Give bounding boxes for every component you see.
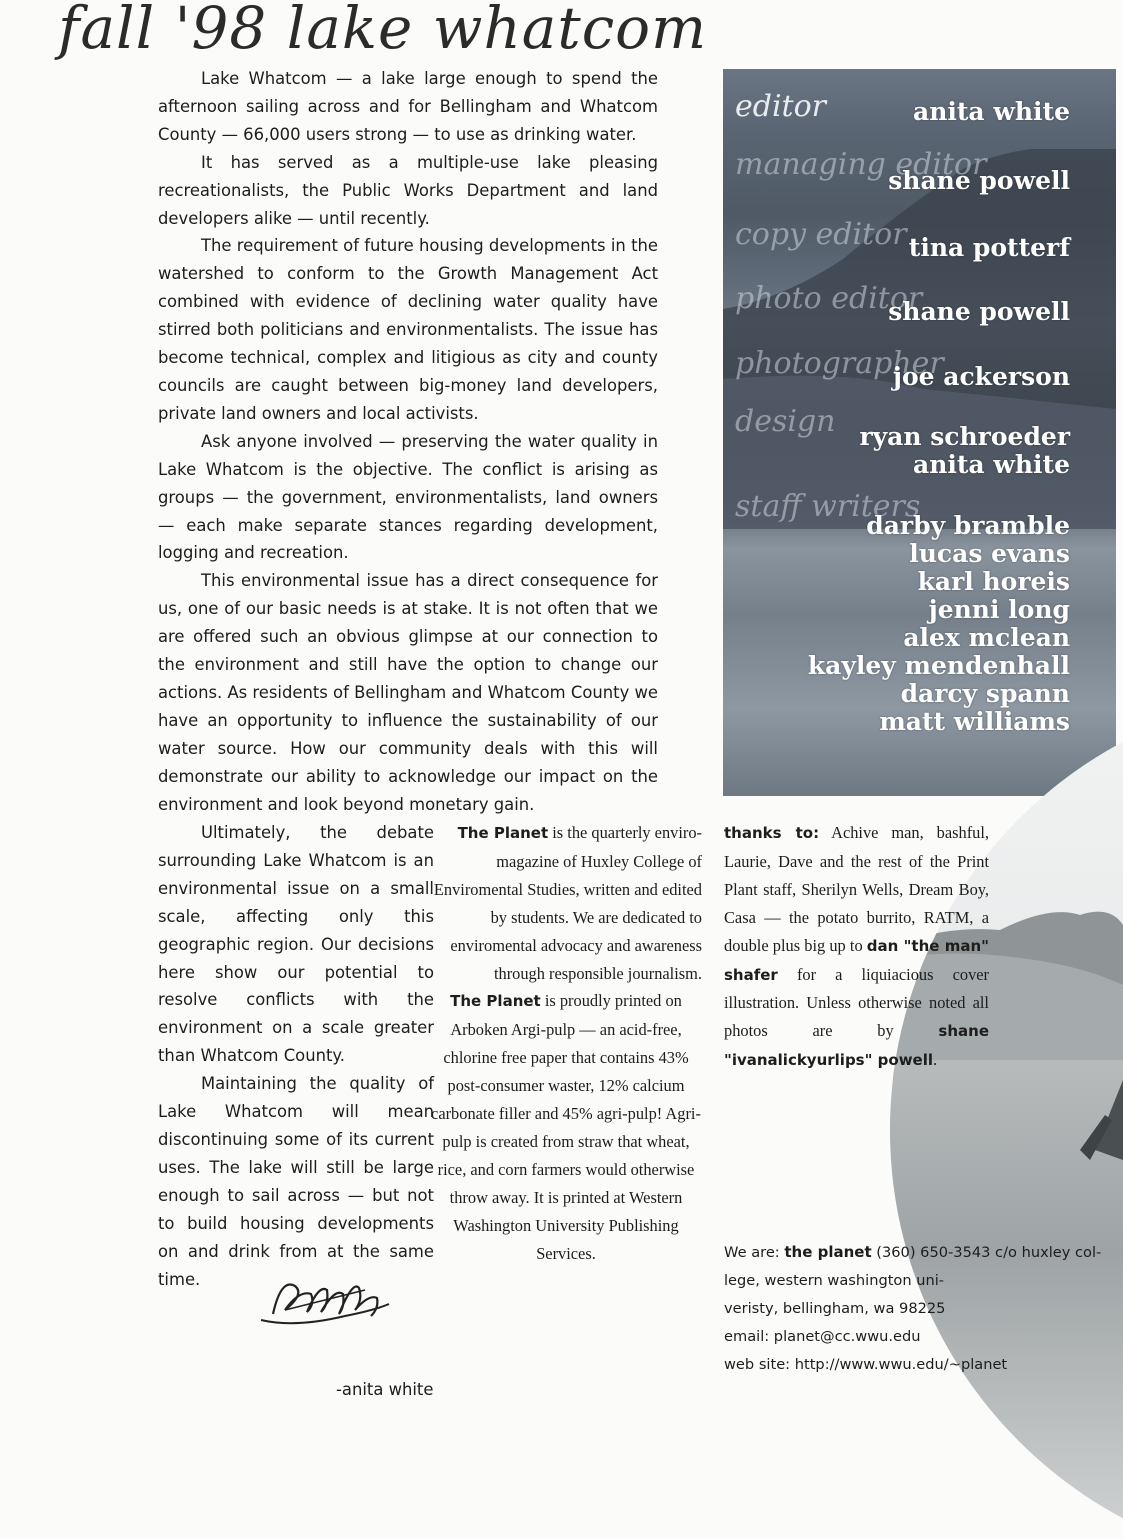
contact-website: web site: http://www.wwu.edu/~planet [724, 1355, 1008, 1373]
staff-name: jenni long [928, 595, 1070, 624]
role-label: design [735, 404, 836, 439]
editorial-paragraph: Lake Whatcom — a lake large enough to spend the afternoon sailing across and for Bellingham and Whatcom County — 66,000 users strong — to use as drinking water. [158, 69, 658, 144]
magazine-name: The Planet [450, 992, 541, 1011]
thanks-text: . [933, 1050, 938, 1070]
staff-name: darcy spann [900, 679, 1070, 708]
magazine-name: The Planet [457, 824, 549, 842]
signature-name: -anita white [336, 1380, 434, 1399]
thanks-text: Achive man, bashful, Laurie, Dave and the rest of the Print Plant staff, Sherilyn Wells, Dream Boy, Casa — the potato burrito, RATM, a double plus big up to [724, 823, 989, 955]
thanks-text: for a liquiacious cover illustration. Unless otherwise noted all photos are by [724, 964, 989, 1041]
contact-phone: (360) 650-3543 c/o huxley col- [871, 1244, 1102, 1261]
role-label: staff writers [735, 489, 921, 524]
editorial-paragraph: Ultimately, the debate surrounding Lake Whatcom is an environmental issue on a small scale, affecting only this geographic region. Our decisions here show our potential to resolve conflicts with the environment on a scale greater than Whatcom County. [158, 823, 434, 1066]
contact-name: the planet [784, 1243, 872, 1261]
staff-name: tina potterf [908, 233, 1070, 262]
role-label: managing editor [735, 147, 987, 182]
staff-name: matt williams [879, 707, 1070, 736]
staff-name: joe ackerson [892, 362, 1070, 391]
staff-name: karl horeis [917, 567, 1070, 596]
thanks-label: thanks to: [724, 824, 820, 842]
contact-block [724, 1239, 1102, 1379]
about-text: is the quarterly enviro-magazine of Huxley College of Enviromental Studies, written and edited by students. We are dedicated to enviromental advocacy and awareness through responsible journalism. [433, 823, 702, 983]
contact-email: email: planet@cc.wwu.edu [724, 1327, 921, 1345]
editorial-paragraph: Ask anyone involved — preserving the water quality in Lake Whatcom is the objective. The conflict is arising as groups — the government, environmentalists, land owners — each make separate stances regarding development, logging and recreation. [158, 431, 658, 563]
staff-name: lucas evans [909, 539, 1070, 568]
contact-line [724, 1239, 1102, 1267]
editorial-paragraph: The requirement of future housing developments in the watershed to conform to the Growth Management Act combined with evidence of declining water quality have stirred both politicians and environmentalists. The issue has become technical, complex and litigious as city and county councils are caught between big-money land developers, private land owners and local activists. [158, 236, 658, 423]
editorial-paragraph: It has served as a multiple-use lake pleasing recreationalists, the Public Works Department and land developers alike — until recently. [158, 152, 658, 228]
photographer-credit: shane "ivanalickyurlips" powell [724, 1022, 989, 1070]
role-label: copy editor [735, 217, 907, 252]
about-text: is proudly printed on Arboken Argi-pulp — an acid-free, chlorine free paper that contains 43% post-consumer waster, 12% calcium carbonate filler and 45% agri-pulp! Agri-pulp is created from straw that wheat, rice, and corn farmers would otherwise throw away. It is printed at Western Washington University Publishing Services. [431, 991, 701, 1263]
staff-name: kayley mendenhall [807, 651, 1070, 680]
staff-name: anita white [913, 97, 1070, 126]
editorial-paragraph: Maintaining the quality of Lake Whatcom will mean discontinuing some of its current uses. The lake will still be large enough to sail across — but not to build housing developments on and drink from at the same time. [158, 1074, 434, 1289]
page-headline: fall '98 lake whatcom [58, 0, 708, 62]
contact-line: veristy, bellingham, wa 98225 [724, 1299, 946, 1317]
role-label: editor [735, 89, 827, 124]
role-label: photo editor [735, 281, 923, 316]
editorial-paragraph: This environmental issue has a direct consequence for us, one of our basic needs is at stake. It is not often that we are offered such an obvious glimpse at our connection to the environment and still have the option to change our actions. As residents of Bellingham and Whatcom County we have an opportunity to influence the sustainability of our water source. How our community deals with this will demonstrate our ability to acknowledge our impact on the environment and look beyond monetary gain. [158, 571, 658, 814]
illustrator-credit: dan "the man" shafer [724, 936, 989, 984]
staff-name: alex mclean [903, 623, 1070, 652]
contact-label: We are: [724, 1244, 785, 1261]
staff-name: shane powell [888, 297, 1070, 326]
staff-name: ryan schroeder [859, 422, 1070, 451]
staff-name: shane powell [888, 166, 1070, 195]
contact-line: lege, western washington uni- [724, 1271, 945, 1289]
staff-name: darby bramble [866, 511, 1070, 540]
staff-name: anita white [913, 450, 1070, 479]
role-label: photographer [735, 346, 944, 381]
thanks-block [724, 819, 989, 1075]
